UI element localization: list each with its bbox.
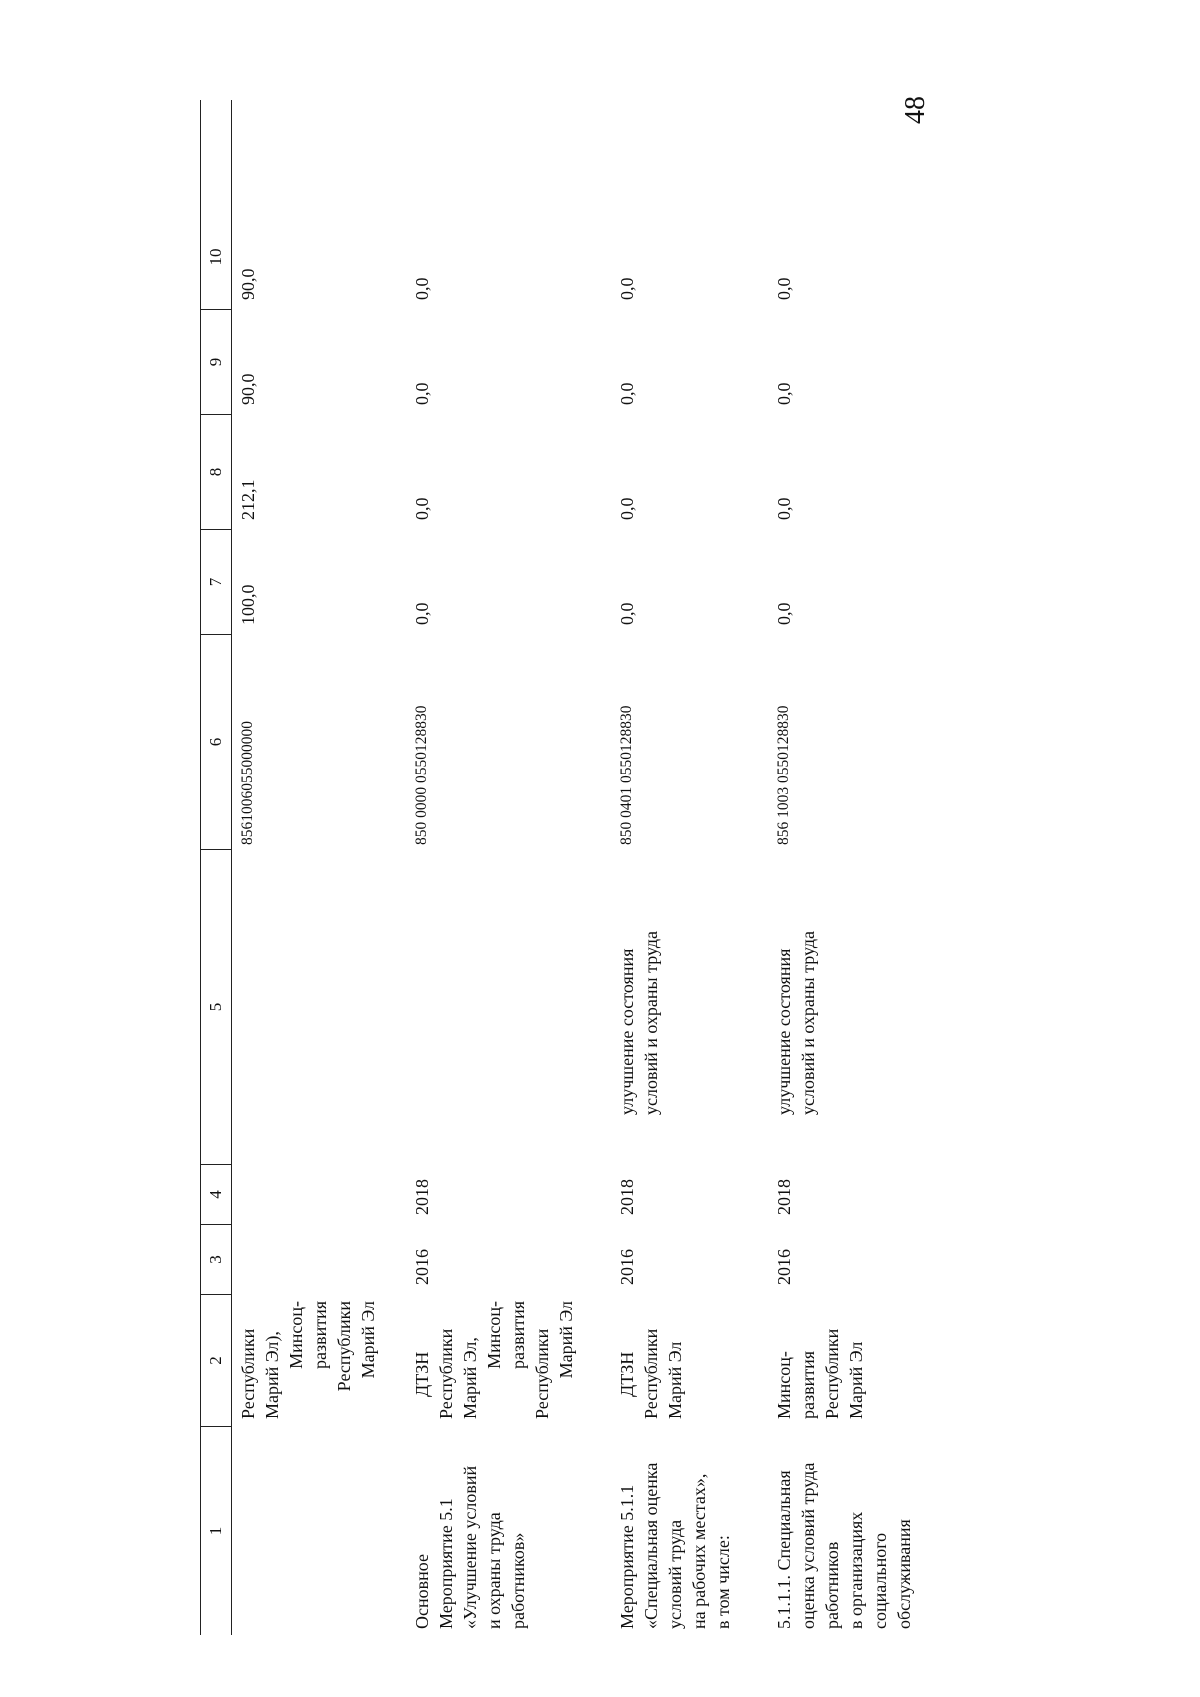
cell-line: Марий Эл: [556, 1301, 576, 1379]
header-col-3: 3: [201, 1225, 231, 1295]
cell-line: Республики: [641, 1328, 661, 1419]
cell-value-col7: 0,0: [412, 602, 432, 625]
cell-expected-result: [772, 850, 820, 1115]
header-col-7: 7: [201, 530, 231, 635]
cell-value-col10: 0,0: [617, 277, 637, 300]
cell-line: Марий Эл),: [262, 1331, 282, 1419]
page-number: 48: [900, 96, 931, 124]
cell-value-col7: 0,0: [617, 602, 637, 625]
cell-line: Минсоц-: [286, 1301, 306, 1369]
cell-line: на рабочих местах»,: [689, 1473, 709, 1629]
cell-value-col9: 0,0: [412, 382, 432, 405]
cell-value-col9: 90,0: [238, 373, 258, 405]
cell-value-col7: 0,0: [774, 602, 794, 625]
cell-budget-code: 850 0401 0550128830: [618, 705, 635, 845]
cell-line: Мероприятие 5.1: [436, 1498, 456, 1629]
cell-line: улучшение состояния: [774, 948, 794, 1115]
cell-line: в организациях: [846, 1511, 866, 1629]
cell-line: улучшение состояния: [617, 948, 637, 1115]
cell-start-year: 2016: [412, 1249, 432, 1285]
cell-value-col8: 0,0: [617, 497, 637, 520]
cell-line: Республики: [822, 1328, 842, 1419]
cell-line: оценка условий труда: [798, 1462, 818, 1629]
cell-value-col8: 0,0: [774, 497, 794, 520]
cell-line: Мероприятие 5.1.1: [617, 1484, 637, 1629]
cell-value-col10: 90,0: [238, 268, 258, 300]
cell-expected-result: [615, 850, 663, 1115]
rotated-table-wrapper: [200, 100, 914, 1635]
cell-line: Республики: [532, 1328, 552, 1419]
cell-executor: [615, 1301, 687, 1419]
cell-budget-code: 850 0000 0550128830: [413, 705, 430, 845]
cell-line: условий и охраны труда: [798, 931, 818, 1115]
cell-end-year: 2018: [412, 1179, 432, 1215]
cell-line: обслуживания: [894, 1519, 914, 1629]
cell-start-year: 2016: [774, 1249, 794, 1285]
cell-executor: [236, 1301, 380, 1419]
cell-line: условий и охраны труда: [641, 931, 661, 1115]
cell-line: работников: [822, 1541, 842, 1629]
cell-line: в том числе:: [713, 1535, 733, 1629]
cell-line: Основное: [412, 1554, 432, 1629]
cell-value-col8: 212,1: [238, 479, 258, 520]
header-col-10: 10: [201, 205, 231, 310]
cell-start-year: 2016: [617, 1249, 637, 1285]
cell-end-year: 2018: [617, 1179, 637, 1215]
cell-line: 5.1.1.1. Специальная: [774, 1470, 794, 1629]
cell-line: Марий Эл: [665, 1341, 685, 1419]
cell-line: и охраны труда: [484, 1512, 504, 1629]
cell-line: Марий Эл: [846, 1341, 866, 1419]
cell-line: развития: [508, 1301, 528, 1370]
cell-line: работников»: [508, 1532, 528, 1629]
cell-executor: [410, 1301, 578, 1419]
budget-table: [200, 100, 914, 1635]
header-col-9: 9: [201, 310, 231, 415]
cell-line: ДТЗН: [412, 1351, 432, 1397]
cell-line: Минсоц-: [774, 1351, 794, 1419]
cell-activity-name: [772, 1433, 916, 1629]
header-col-8: 8: [201, 415, 231, 530]
cell-value-col10: 0,0: [774, 277, 794, 300]
cell-end-year: 2018: [774, 1179, 794, 1215]
cell-activity-name: [410, 1433, 530, 1629]
table-header: [200, 100, 232, 1635]
cell-line: «Улучшение условий: [460, 1465, 480, 1629]
cell-value-col7: 100,0: [238, 584, 258, 625]
header-col-4: 4: [201, 1165, 231, 1225]
cell-value-col9: 0,0: [774, 382, 794, 405]
cell-line: Марий Эл: [358, 1301, 378, 1379]
header-col-5: 5: [201, 850, 231, 1165]
cell-line: Минсоц-: [484, 1301, 504, 1369]
cell-value-col8: 0,0: [412, 497, 432, 520]
cell-line: Республики: [334, 1301, 354, 1392]
cell-line: Республики: [436, 1328, 456, 1419]
cell-value-col9: 0,0: [617, 382, 637, 405]
cell-budget-code: 8561006055000000: [239, 721, 256, 845]
cell-budget-code: 856 1003 0550128830: [775, 705, 792, 845]
cell-line: «Специальная оценка: [641, 1462, 661, 1629]
cell-line: Марий Эл,: [460, 1337, 480, 1419]
cell-line: ДТЗН: [617, 1351, 637, 1397]
header-col-2: 2: [201, 1295, 231, 1427]
cell-line: развития: [798, 1350, 818, 1419]
cell-line: социального: [870, 1532, 890, 1629]
header-col-1: 1: [206, 1526, 225, 1536]
cell-line: условий труда: [665, 1519, 685, 1629]
cell-activity-name: [615, 1433, 735, 1629]
cell-value-col10: 0,0: [412, 277, 432, 300]
cell-line: Республики: [238, 1328, 258, 1419]
cell-executor: [772, 1301, 868, 1419]
header-col-6: 6: [201, 635, 231, 850]
cell-line: развития: [310, 1301, 330, 1370]
